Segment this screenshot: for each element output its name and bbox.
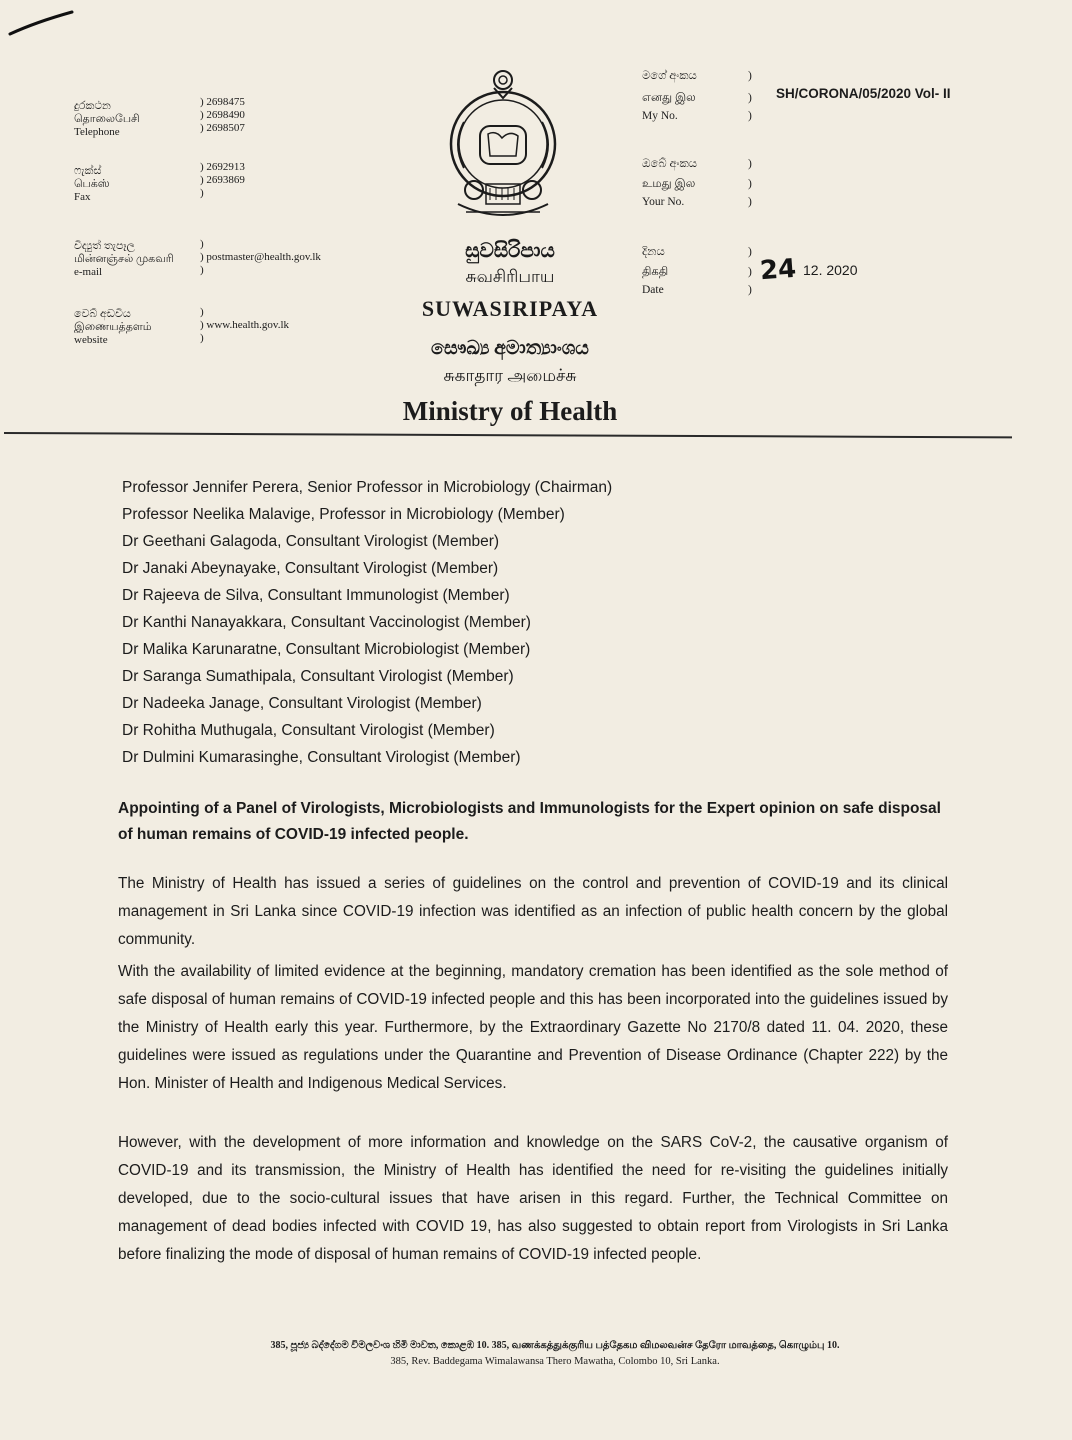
telephone-number-2: 2698490	[206, 109, 245, 121]
list-item: Dr Rajeeva de Silva, Consultant Immunologist (Member)	[122, 587, 510, 604]
list-item: Dr Kanthi Nanayakkara, Consultant Vaccinologist (Member)	[122, 614, 531, 631]
letter-subject: Appointing of a Panel of Virologists, Microbiologists and Immunologists for the Expert opinion on safe disposal of human remains of COVID-19 infected people.	[118, 800, 941, 843]
email-address: postmaster@health.gov.lk	[206, 251, 321, 263]
date-label-en: Date	[642, 284, 664, 296]
telephone-block: දුරකථන தொலைபேசி Telephone ) 2698475 ) 2698490 ) 2698507	[74, 96, 245, 138]
my-number-block: මගේ අංකය எனது இல My No. ) ) )	[642, 70, 752, 122]
your-no-label-si: ඔබේ අංකය	[642, 158, 698, 170]
fax-label-en: Fax	[74, 191, 91, 203]
my-no-label-en: My No.	[642, 110, 678, 122]
website-block: වෙබ් අඩවිය இணையத்தளம் website ) ) www.health.gov.lk )	[74, 306, 290, 346]
fax-block: ෆැක්ස් பெக்ஸ் Fax ) 2692913 ) 2693869 )	[74, 161, 245, 203]
list-item: Dr Dulmini Kumarasinghe, Consultant Virologist (Member)	[122, 749, 521, 766]
list-item: Dr Malika Karunaratne, Consultant Microbiologist (Member)	[122, 641, 531, 658]
your-no-label-en: Your No.	[642, 196, 685, 208]
your-number-block: ඔබේ අංකය உமது இல Your No. ) ) )	[642, 158, 752, 208]
masthead-english-name: SUWASIRIPAYA	[421, 296, 599, 321]
body-paragraph-1: The Ministry of Health has issued a series of guidelines on the control and prevention of COVID-19 and its clinical management in Sri Lanka since COVID-19 infection was identified as an infection of public health concern by the global community.	[118, 875, 948, 948]
fax-number-2: 2693869	[206, 174, 245, 186]
telephone-number-3: 2698507	[206, 122, 245, 134]
email-label-en: e-mail	[74, 266, 103, 278]
pen-stroke-mark	[6, 4, 76, 44]
my-no-label-si: මගේ අංකය	[642, 70, 697, 82]
date-label-ta: திகதி	[642, 266, 669, 278]
email-label-ta: மின்னஞ்சல் முகவரி	[74, 253, 174, 265]
email-label-si: විද්‍යුත් තැපෑල	[74, 240, 135, 252]
website-label-en: website	[74, 334, 108, 346]
list-item: Dr Saranga Sumathipala, Consultant Virologist (Member)	[122, 668, 514, 685]
body-paragraph-3: However, with the development of more information and knowledge on the SARS CoV-2, the causative organism of COVID-19 and its transmission, the Ministry of Health has identified the need for re-visiting the guidelines initially developed, due to the socio-cultural issues that have arisen in this regard. Further, the Technical Committee on management of dead bodies infected with COVID 19, has also suggested to obtain report from Virologists in Sri Lanka before finalizing the mode of disposal of human remains of COVID-19 infected people.	[118, 1134, 948, 1263]
my-no-label-ta: எனது இல	[642, 92, 696, 104]
list-item: Dr Rohitha Muthugala, Consultant Virologist (Member)	[122, 722, 495, 739]
telephone-label-si: දුරකථන	[74, 100, 111, 112]
telephone-label-ta: தொலைபேசி	[74, 113, 140, 125]
date-month-year: 12. 2020	[803, 262, 858, 278]
ministry-name-sinhala: සෞඛ්‍ය අමාත්‍යාංශය	[431, 338, 589, 359]
reference-number: SH/CORONA/05/2020 Vol- II	[776, 86, 951, 101]
header-divider	[4, 432, 1012, 438]
website-label-si: වෙබ් අඩවිය	[74, 308, 131, 320]
list-item: Dr Nadeeka Janage, Consultant Virologist (Member)	[122, 695, 482, 712]
date-label-si: දිනය	[642, 246, 665, 258]
sri-lanka-emblem	[444, 64, 562, 226]
footer-address-local: 385, පූජ්‍ය බද්දේගම විමලවංශ හිමි මාවත, කොළඹ 10. 385, வணக்கத்துக்குரிய பத்தேகம விமலவன்ச தேரோ மாவத்தை, கொழும்பு 10.	[270, 1340, 840, 1351]
footer-address-english: 385, Rev. Baddegama Wimalawansa Thero Mawatha, Colombo 10, Sri Lanka.	[390, 1356, 720, 1367]
telephone-label-en: Telephone	[74, 126, 120, 138]
ministry-name-english: Ministry of Health	[402, 396, 618, 426]
website-label-ta: இணையத்தளம்	[74, 321, 152, 333]
ministry-name-tamil: சுகாதார அமைச்சு	[443, 366, 577, 385]
list-item: Professor Neelika Malavige, Professor in Microbiology (Member)	[122, 506, 565, 523]
list-item: Dr Geethani Galagoda, Consultant Virologist (Member)	[122, 533, 500, 550]
website-url: www.health.gov.lk	[206, 319, 290, 331]
list-item: Professor Jennifer Perera, Senior Professor in Microbiology (Chairman)	[122, 479, 613, 496]
date-day-handwritten: 24	[758, 253, 798, 287]
panel-members-list	[122, 474, 842, 771]
telephone-number-1: 2698475	[206, 96, 245, 108]
email-block: විද්‍යුත් තැපෑල மின்னஞ்சல் முகவரி e-mail ) ) postmaster@health.gov.lk )	[74, 238, 321, 278]
masthead-sinhala-name: සුවසිරිපාය	[465, 240, 555, 262]
fax-number-1: 2692913	[206, 161, 245, 173]
fax-label-si: ෆැක්ස්	[74, 165, 102, 177]
list-item: Dr Janaki Abeynayake, Consultant Virologist (Member)	[122, 560, 499, 577]
body-paragraph-2: With the availability of limited evidence at the beginning, mandatory cremation has been identified as the sole method of safe disposal of human remains of COVID-19 infected people and this has been incorporated into the guidelines issued by the Ministry of Health early this year. Furthermore, by the Extraordinary Gazette No 2170/8 dated 11. 04. 2020, these guidelines were issued as regulations under the Quarantine and Prevention of Disease Ordinance (Chapter 222) by the Hon. Minister of Health and Indigenous Medical Services.	[118, 963, 948, 1092]
your-no-label-ta: உமது இல	[642, 178, 696, 190]
date-block: දිනය திகதி Date ) ) )	[642, 246, 752, 296]
masthead-tamil-name: சுவசிரிபாய	[465, 267, 555, 286]
fax-label-ta: பெக்ஸ்	[74, 178, 110, 190]
